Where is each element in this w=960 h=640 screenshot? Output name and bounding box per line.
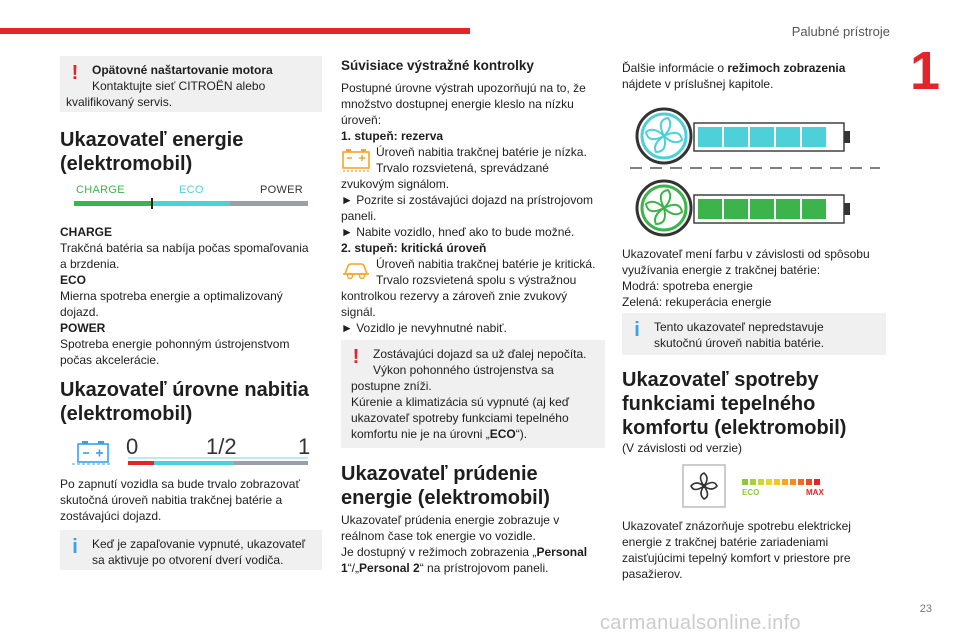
gauge-description: CHARGE Trakčná batéria sa nabíja počas spomaľovania a brzdenia. ECO Mierna spotreba energie a optimalizovaný dojazd. POWER Spotreba energie pohonným ústrojenstvom počas akcelerácie. (60, 225, 309, 367)
battery-blue-cells (698, 127, 826, 147)
energy-flow-text: Ukazovateľ prúdenia energie zobrazuje v reálnom čase tok energie vo vozidle. Je dostupný v režimoch zobrazenia „Personal 1“/„Personal 2“ na prístrojovom paneli. (341, 513, 588, 575)
gauge-eco-segment (152, 201, 230, 206)
energy-flow-illustration (630, 106, 880, 246)
watermark: carmanualsonline.info (600, 612, 801, 634)
battery-charge-icon (72, 440, 112, 466)
gauge-power-segment (230, 201, 308, 206)
gauge-needle (151, 198, 153, 209)
energy-heading: Ukazovateľ energie (elektromobil) (60, 129, 244, 175)
level-eco-segment (154, 461, 234, 465)
gauge-charge-label: CHARGE (76, 184, 125, 196)
restart-warning-title: Opätovné naštartovanie motora (92, 63, 273, 77)
ventilation-fan-icon (682, 464, 726, 508)
level-remaining-segment (234, 461, 308, 465)
level-reserve-segment (128, 461, 154, 465)
reserve-battery-icon (341, 144, 371, 174)
chapter-number: 1 (909, 41, 940, 101)
level2-text: Úroveň nabitia trakčnej batérie je kritická. (376, 257, 596, 271)
gauge-power-label: POWER (260, 184, 304, 196)
thermal-consumption-scale (742, 478, 828, 488)
warning-icon: ! (71, 62, 79, 84)
level2-text: kontrolkou rezervy a zároveň znie zvukový (341, 289, 568, 303)
level1-text: Trvalo rozsvietená, sprevádzané (376, 161, 549, 175)
level2-step: ► Vozidlo je nevyhnutné nabiť. (341, 321, 507, 335)
display-modes-note: Ďalšie informácie o režimoch zobrazenia nájdete v príslušnej kapitole. (622, 61, 846, 91)
section-title: Palubné prístroje (791, 24, 890, 39)
energy-gauge (74, 198, 308, 210)
level1-text: Úroveň nabitia trakčnej batérie je nízka. (376, 145, 587, 159)
level-zero-label: 0 (126, 434, 139, 459)
level-half-label: 1/2 (206, 434, 237, 459)
scale-max-label: MAX (806, 488, 824, 497)
energy-flow-heading: Ukazovateľ prúdenie energie (elektromobil) (341, 463, 550, 509)
scale-eco-label: ECO (742, 488, 760, 497)
range-warning-box: ! Zostávajúci dojazd sa už ďalej nepočíta. Výkon pohonného ústrojenstva sa postupne zníži. Kúrenie a klimatizácia sú vypnuté (aj keď ukazovateľ spotreby funkciami tepelného komfortu nie je na úrovni „ECO“). (341, 340, 605, 448)
charge-level-heading: Ukazovateľ úrovne nabitia (elektromobil) (60, 379, 309, 425)
level1-step: ► Pozrite si zostávajúci dojazd na prístrojovom (341, 193, 593, 207)
level1-step: ► Nabite vozidlo, hneď ako to bude možné. (341, 225, 575, 239)
level1-title: 1. stupeň: rezerva (341, 129, 444, 143)
fan-green-icon (637, 181, 691, 235)
restart-warning-text: Kontaktujte sieť CITROËN alebo (92, 79, 266, 93)
level1-step: paneli. (341, 209, 377, 223)
fan-blue-icon (637, 109, 691, 163)
related-warnings-heading: Súvisiace výstražné kontrolky (341, 58, 534, 73)
thermal-comfort-heading: Ukazovateľ spotreby funkciami tepelného komfortu (elektromobil) (622, 369, 847, 439)
level-description: Po zapnutí vozidla sa bude trvalo zobrazovať skutočná úroveň nabitia trakčnej batérie a zostávajúci dojazd. (60, 477, 300, 523)
version-note: (V závislosti od verzie) (622, 441, 743, 455)
gauge-charge-segment (74, 201, 152, 206)
info-icon: i (634, 319, 640, 341)
battery-level-info-box: i Tento ukazovateľ nepredstavuje skutočnú úroveň nabitia batérie. (622, 313, 886, 355)
page-number: 23 (919, 603, 932, 615)
info-icon: i (72, 536, 78, 558)
warnings-intro: Postupné úrovne výstrah upozorňujú na to, že množstvo dostupnej energie kleslo na nízku úroveň: (341, 81, 586, 127)
gauge-eco-label: ECO (179, 184, 204, 196)
level-full-label: 1 (298, 434, 311, 459)
critical-car-icon (341, 256, 371, 282)
header-accent-bar (0, 28, 470, 34)
warning-icon: ! (352, 346, 360, 368)
thermal-description: Ukazovateľ znázorňuje spotrebu elektrickej energie z trakčnej batérie zariadeniami zaisťujúcimi tepelný komfort v priestore pre pasažierov. (622, 519, 851, 581)
level2-text: Trvalo rozsvietená spolu s výstražnou (376, 273, 577, 287)
restart-warning-box (60, 56, 322, 112)
restart-warning-text: kvalifikovaný servis. (66, 95, 173, 109)
battery-green-cells (698, 199, 826, 219)
ignition-info-box: i Keď je zapaľovanie vypnuté, ukazovateľ sa aktivuje po otvorení dverí vodiča. (60, 530, 322, 570)
level2-title: 2. stupeň: kritická úroveň (341, 241, 487, 255)
level1-text: zvukovým signálom. (341, 177, 450, 191)
color-meaning-text: Ukazovateľ mení farbu v závislosti od spôsobu využívania energie z trakčnej batérie: Modrá: spotreba energie Zelená: rekuperácia energie (622, 247, 870, 309)
charge-level-gauge (128, 456, 308, 466)
level2-text: signál. (341, 305, 376, 319)
